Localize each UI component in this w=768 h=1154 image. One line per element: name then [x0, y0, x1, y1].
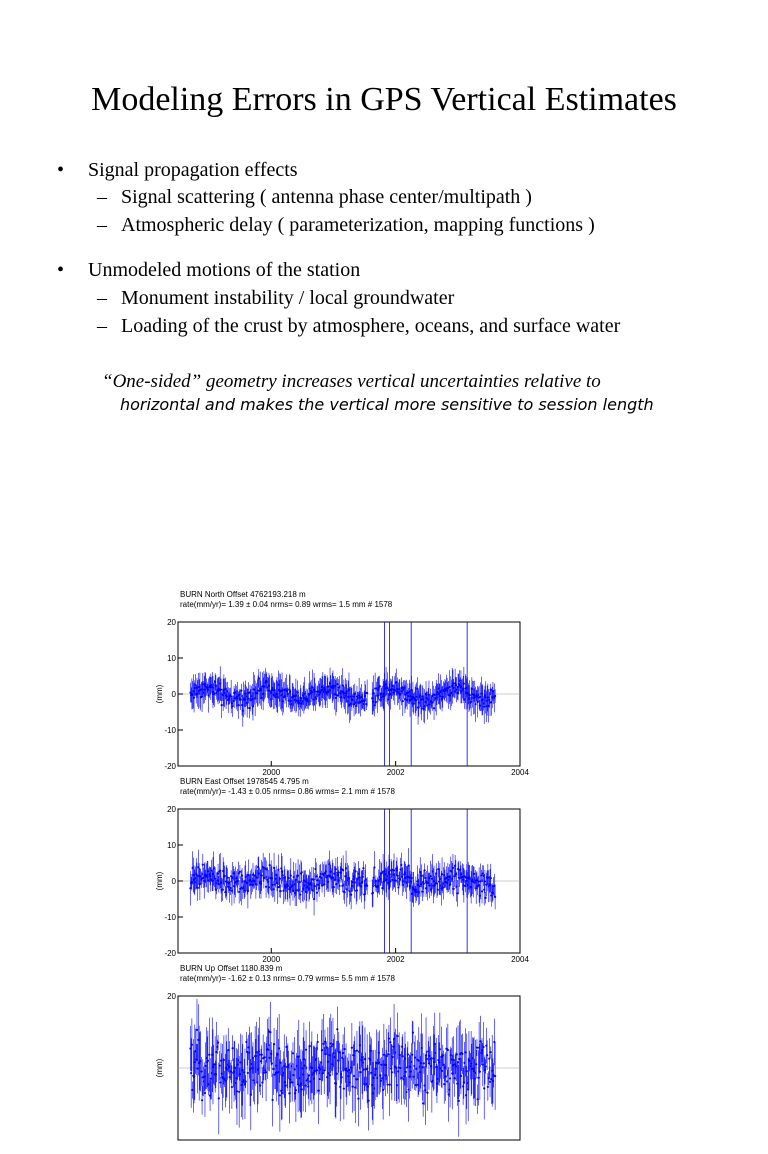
data-point: [407, 1053, 409, 1055]
data-point: [402, 1055, 404, 1057]
data-point: [458, 1100, 460, 1102]
data-point: [240, 699, 242, 701]
data-point: [305, 1049, 307, 1051]
data-point: [256, 877, 258, 879]
data-point: [214, 878, 216, 880]
sub-bullet-text: Monument instability / local groundwater: [121, 287, 455, 309]
data-point: [336, 1028, 338, 1030]
data-point: [267, 1049, 269, 1051]
data-point: [382, 1089, 384, 1091]
data-point: [221, 704, 223, 706]
data-point: [247, 1072, 249, 1074]
data-point: [389, 873, 391, 875]
data-point: [282, 890, 284, 892]
data-point: [362, 876, 364, 878]
data-point: [240, 690, 242, 692]
data-point: [399, 1054, 401, 1056]
data-point: [213, 692, 215, 694]
data-point: [421, 891, 423, 893]
data-point: [443, 1083, 445, 1085]
data-point: [265, 886, 267, 888]
data-point: [422, 1102, 424, 1104]
data-point: [423, 883, 425, 885]
y-tick-label: 10: [167, 654, 176, 663]
bullet-text: Unmodeled motions of the station: [88, 259, 361, 281]
north-header: BURN North Offset 4762193.218 m: [180, 590, 306, 599]
y-tick-label: 20: [167, 618, 176, 627]
data-point: [238, 1091, 240, 1093]
data-point: [204, 1092, 206, 1094]
up-offset-panel: [150, 964, 540, 1078]
data-point: [201, 696, 203, 698]
up-timeseries-chart: [150, 984, 540, 1154]
data-point: [476, 1047, 478, 1049]
y-axis-label: (mm): [155, 871, 164, 891]
data-point: [208, 1054, 210, 1056]
data-point: [483, 706, 485, 708]
data-point: [373, 866, 375, 868]
data-point: [463, 683, 465, 685]
data-point: [461, 1053, 463, 1055]
data-point: [315, 875, 317, 877]
data-point: [386, 1055, 388, 1057]
data-point: [456, 892, 458, 894]
data-point: [319, 1078, 321, 1080]
north-stats: rate(mm/yr)= 1.39 ± 0.04 nrms= 0.89 wrms= 1.5 mm # 1578: [180, 600, 393, 609]
north-offset-panel: [150, 590, 540, 780]
data-point: [470, 701, 472, 703]
sub-bullet-text: Signal scattering ( antenna phase center/multipath ): [121, 186, 532, 208]
data-point: [464, 885, 466, 887]
data-point: [231, 1086, 233, 1088]
data-point: [335, 868, 337, 870]
data-point: [292, 1052, 294, 1054]
data-point: [490, 877, 492, 879]
data-point: [362, 867, 364, 869]
data-point: [285, 1084, 287, 1086]
data-point: [272, 1068, 274, 1070]
data-point: [217, 1041, 219, 1043]
data-point: [386, 687, 388, 689]
data-point: [309, 1045, 311, 1047]
data-point: [397, 886, 399, 888]
data-point: [338, 885, 340, 887]
data-point: [200, 1070, 202, 1072]
data-point: [473, 873, 475, 875]
data-point: [475, 1063, 477, 1065]
data-point: [202, 864, 204, 866]
data-point: [237, 704, 239, 706]
data-point: [224, 875, 226, 877]
data-point: [469, 694, 471, 696]
data-point: [389, 1084, 391, 1086]
up-stats: rate(mm/yr)= -1.62 ± 0.13 nrms= 0.79 wrms= 5.5 mm # 1578: [180, 974, 395, 983]
data-point: [416, 688, 418, 690]
bullet-unmodeled-motions: [57, 257, 657, 283]
data-point: [261, 874, 263, 876]
data-point: [227, 1049, 229, 1051]
data-point: [297, 875, 299, 877]
x-tick-label: 2004: [511, 955, 529, 964]
data-point: [239, 871, 241, 873]
data-point: [299, 894, 301, 896]
data-point: [298, 881, 300, 883]
y-tick-label: -10: [164, 913, 176, 922]
data-point: [268, 886, 270, 888]
data-point: [485, 1065, 487, 1067]
data-point: [375, 701, 377, 703]
data-point: [397, 875, 399, 877]
data-point: [423, 1062, 425, 1064]
data-point: [342, 1052, 344, 1054]
data-point: [296, 691, 298, 693]
data-point: [269, 1031, 271, 1033]
data-point: [445, 1075, 447, 1077]
data-point: [221, 889, 223, 891]
y-tick-label: -10: [164, 726, 176, 735]
data-point: [362, 1069, 364, 1071]
data-point: [282, 874, 284, 876]
data-point: [426, 1058, 428, 1060]
data-point: [366, 885, 368, 887]
data-point: [336, 1073, 338, 1075]
data-point: [219, 1081, 221, 1083]
data-point: [280, 890, 282, 892]
sub-bullet-monument-instability: [97, 285, 454, 311]
data-point: [301, 871, 303, 873]
data-point: [354, 870, 356, 872]
data-point: [232, 700, 234, 702]
data-point: [484, 880, 486, 882]
east-stats: rate(mm/yr)= -1.43 ± 0.05 nrms= 0.86 wrms= 2.1 mm # 1578: [180, 787, 395, 796]
data-point: [457, 1061, 459, 1063]
data-point: [386, 1083, 388, 1085]
x-tick-label: 2000: [262, 955, 281, 964]
data-point: [391, 1071, 393, 1073]
data-point: [281, 1092, 283, 1094]
data-point: [301, 1088, 303, 1090]
data-point: [207, 1060, 209, 1062]
data-point: [373, 704, 375, 706]
data-point: [354, 1050, 356, 1052]
y-tick-label: 0: [171, 877, 176, 886]
data-point: [366, 692, 368, 694]
data-point: [494, 695, 496, 697]
data-point: [378, 685, 380, 687]
bullet-signal-propagation: [57, 157, 657, 183]
data-point: [453, 888, 455, 890]
x-tick-label: 2002: [386, 768, 405, 777]
data-point: [350, 894, 352, 896]
data-point: [423, 869, 425, 871]
data-point: [380, 1080, 382, 1082]
north-timeseries-chart: [150, 610, 540, 780]
data-point: [272, 1099, 274, 1101]
data-point: [342, 869, 344, 871]
data-point: [396, 1084, 398, 1086]
sub-bullet-text: Atmospheric delay ( parameterization, mapping functions ): [121, 214, 595, 236]
data-point: [467, 1088, 469, 1090]
data-point: [316, 1069, 318, 1071]
data-point: [429, 875, 431, 877]
data-point: [485, 897, 487, 899]
data-point: [343, 891, 345, 893]
data-point: [229, 887, 231, 889]
geometry-note: [102, 370, 722, 416]
data-point: [405, 1071, 407, 1073]
data-point: [354, 881, 356, 883]
x-tick-label: 2000: [262, 768, 281, 777]
y-tick-label: 10: [167, 841, 176, 850]
data-point: [345, 867, 347, 869]
data-point: [252, 1057, 254, 1059]
y-axis-label: (mm): [155, 1058, 164, 1078]
data-point: [341, 1076, 343, 1078]
data-point: [288, 1092, 290, 1094]
data-point: [329, 1074, 331, 1076]
data-point: [248, 707, 250, 709]
data-point: [295, 1089, 297, 1091]
y-axis-label: (mm): [155, 684, 164, 704]
data-point: [201, 1099, 203, 1101]
data-point: [421, 1066, 423, 1068]
data-point: [238, 891, 240, 893]
data-point: [317, 1090, 319, 1092]
data-point: [343, 1048, 345, 1050]
data-point: [226, 877, 228, 879]
up-header: BURN Up Offset 1180.839 m: [180, 964, 283, 973]
data-point: [483, 1087, 485, 1089]
sub-bullet-atmospheric-delay: [97, 212, 595, 238]
data-point: [277, 869, 279, 871]
data-point: [487, 1086, 489, 1088]
data-point: [488, 1057, 490, 1059]
data-point: [480, 874, 482, 876]
y-tick-label: 20: [167, 992, 176, 1001]
data-point: [312, 878, 314, 880]
data-point: [279, 878, 281, 880]
data-point: [293, 1068, 295, 1070]
bullet-text: Signal propagation effects: [88, 159, 298, 181]
data-point: [447, 1049, 449, 1051]
data-point: [304, 1084, 306, 1086]
data-point: [317, 1041, 319, 1043]
data-point: [288, 877, 290, 879]
note-line-2: horizontal and makes the vertical more sensitive to session length: [120, 395, 654, 414]
data-point: [372, 892, 374, 894]
data-point: [474, 703, 476, 705]
data-point: [315, 698, 317, 700]
data-point: [393, 869, 395, 871]
data-point: [351, 1047, 353, 1049]
sub-bullet-crust-loading: [97, 313, 620, 339]
dash-marker: –: [97, 315, 107, 337]
data-point: [494, 1075, 496, 1077]
data-point: [437, 889, 439, 891]
data-point: [455, 1053, 457, 1055]
data-point: [411, 1054, 413, 1056]
data-point: [489, 1081, 491, 1083]
data-point: [296, 889, 298, 891]
data-point: [490, 1051, 492, 1053]
data-point: [479, 1070, 481, 1072]
data-point: [453, 1077, 455, 1079]
data-point: [314, 885, 316, 887]
data-point: [446, 1080, 448, 1082]
data-point: [356, 1050, 358, 1052]
data-point: [357, 1098, 359, 1100]
data-point: [464, 1051, 466, 1053]
data-point: [308, 1074, 310, 1076]
dash-marker: –: [97, 214, 107, 236]
data-point: [258, 1054, 260, 1056]
data-point: [269, 864, 271, 866]
y-tick-label: 20: [167, 805, 176, 814]
data-point: [477, 1077, 479, 1079]
data-point: [460, 1075, 462, 1077]
data-point: [259, 1084, 261, 1086]
data-point: [290, 874, 292, 876]
sub-bullet-signal-scattering: [97, 184, 532, 210]
data-point: [486, 1054, 488, 1056]
data-point: [261, 1054, 263, 1056]
y-tick-label: -20: [164, 949, 176, 958]
east-offset-panel: [150, 777, 540, 967]
data-point: [391, 1056, 393, 1058]
data-point: [217, 873, 219, 875]
data-point: [232, 1047, 234, 1049]
data-point: [272, 888, 274, 890]
data-point: [359, 1071, 361, 1073]
data-point: [414, 1056, 416, 1058]
data-point: [410, 877, 412, 879]
data-point: [441, 1070, 443, 1072]
data-point: [353, 1075, 355, 1077]
data-point: [356, 889, 358, 891]
data-point: [316, 892, 318, 894]
data-point: [388, 1037, 390, 1039]
data-point: [481, 890, 483, 892]
bullet-marker: •: [57, 259, 65, 281]
data-point: [312, 686, 314, 688]
note-line-1: “One-sided” geometry increases vertical uncertainties relative to: [102, 371, 601, 392]
data-point: [196, 1029, 198, 1031]
bullet-marker: •: [57, 159, 65, 181]
data-point: [400, 864, 402, 866]
east-header: BURN East Offset 1978545 4.795 m: [180, 777, 309, 786]
data-point: [466, 1070, 468, 1072]
data-point: [279, 1094, 281, 1096]
data-point: [402, 700, 404, 702]
data-point: [394, 880, 396, 882]
x-tick-label: 2004: [511, 768, 529, 777]
slide-title: Modeling Errors in GPS Vertical Estimates: [91, 81, 677, 118]
sub-bullet-text: Loading of the crust by atmosphere, oceans, and surface water: [121, 315, 621, 337]
data-point: [439, 1048, 441, 1050]
data-point: [412, 1031, 414, 1033]
data-point: [433, 707, 435, 709]
data-point: [230, 695, 232, 697]
data-point: [367, 1100, 369, 1102]
data-point: [336, 683, 338, 685]
data-point: [264, 1056, 266, 1058]
data-point: [397, 1035, 399, 1037]
data-point: [278, 1047, 280, 1049]
data-point: [343, 1088, 345, 1090]
data-point: [271, 1062, 273, 1064]
data-point: [330, 1045, 332, 1047]
data-point: [323, 1069, 325, 1071]
data-point: [441, 873, 443, 875]
data-point: [223, 1059, 225, 1061]
data-point: [190, 1072, 192, 1074]
data-point: [241, 875, 243, 877]
data-point: [424, 877, 426, 879]
dash-marker: –: [97, 186, 107, 208]
data-point: [245, 1080, 247, 1082]
data-point: [389, 1041, 391, 1043]
data-point: [346, 1085, 348, 1087]
data-point: [351, 1086, 353, 1088]
data-point: [220, 689, 222, 691]
data-point: [219, 870, 221, 872]
data-point: [421, 875, 423, 877]
x-tick-label: 2002: [386, 955, 405, 964]
data-point: [320, 877, 322, 879]
data-points: [189, 848, 496, 915]
data-point: [291, 1081, 293, 1083]
data-point: [448, 686, 450, 688]
data-point: [218, 1097, 220, 1099]
data-point: [273, 1043, 275, 1045]
data-point: [449, 1077, 451, 1079]
data-point: [400, 1077, 402, 1079]
data-point: [191, 1044, 193, 1046]
data-point: [193, 697, 195, 699]
data-point: [387, 1053, 389, 1055]
data-point: [426, 1092, 428, 1094]
dash-marker: –: [97, 287, 107, 309]
data-point: [452, 867, 454, 869]
data-point: [428, 694, 430, 696]
east-timeseries-chart: [150, 797, 540, 967]
data-point: [333, 886, 335, 888]
data-points: [189, 666, 496, 727]
data-point: [197, 887, 199, 889]
data-point: [321, 1049, 323, 1051]
data-point: [322, 1043, 324, 1045]
data-point: [265, 1071, 267, 1073]
data-point: [482, 1046, 484, 1048]
data-point: [218, 1065, 220, 1067]
data-point: [373, 692, 375, 694]
data-point: [421, 707, 423, 709]
data-point: [494, 896, 496, 898]
y-tick-label: -20: [164, 762, 176, 771]
y-tick-label: 0: [171, 690, 176, 699]
data-point: [405, 1091, 407, 1093]
data-point: [236, 1090, 238, 1092]
